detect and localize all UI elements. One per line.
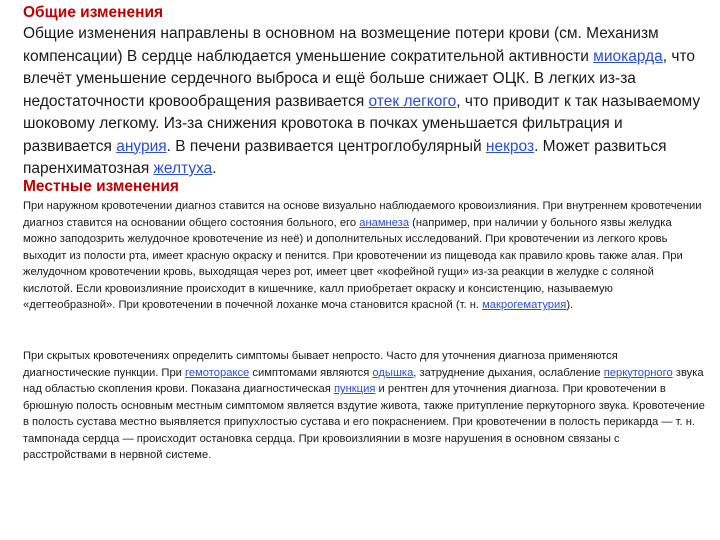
text-segment: симптомами являются [249, 366, 373, 379]
text-segment: , что влечёт уменьшение сердечного выброса и ещё больше снижает ОЦК. В легких из-за недостаточности кровообращения развивается [23, 47, 695, 110]
heading-general-changes: Общие изменения [23, 4, 164, 21]
link-percussion[interactable]: перкуторного [603, 366, 673, 379]
text-segment: При скрытых кровотечениях определить симптомы бывает непросто. Часто для уточнения диагноза применяются диагностические пункции. При [23, 350, 618, 379]
link-myocardium[interactable]: миокарда [593, 47, 663, 65]
hidden-bleeding-paragraph [23, 348, 705, 464]
text-segment: , что приводит к так называемому шоковому легкому. Из-за снижения кровотока в почках уменьшается фильтрация и развивается [23, 92, 701, 155]
link-puncture[interactable]: пункция [333, 383, 376, 395]
link-lung-edema[interactable]: отек легкого [368, 92, 457, 110]
text-segment: , затруднение дыхания, ослабление [413, 366, 604, 379]
link-anamnesis[interactable]: анамнеза [359, 216, 410, 229]
text-segment: . [212, 160, 217, 177]
text-segment: При наружном кровотечении диагноз ставится на основе визуально наблюдаемого кровоизлияния. При внутреннем кровотечении диагноз ставится на основании общего состояния больного, его [23, 200, 702, 229]
text-segment: и рентген для уточнения диагноза. При кровотечении в брюшную полость основным местным симптомом является вздутие живота, также притупление перкуторного звука. Кровотечение в полость сустава местно выявляется припухлостью сустава и его покраснением. При кровотечении в полость перикарда — т. н. тампонада сердца — происходит остановка сердца. При кровоизлиянии в мозге нарушения в основном связаны с расстройствами в нервной системе. [23, 383, 705, 461]
link-hemothorax[interactable]: гемотораксе [185, 366, 250, 379]
text-segment: звука над областью скопления крови. Показана диагностическая [23, 366, 704, 395]
link-macrohematuria[interactable]: макрогематурия [482, 299, 567, 311]
link-jaundice[interactable]: желтуха [153, 160, 213, 177]
link-necrosis[interactable]: некроз [485, 137, 535, 155]
text-segment: . Может развиться паренхиматозная [23, 137, 667, 177]
text-segment: ). [566, 299, 574, 311]
local-changes-paragraph [23, 198, 705, 314]
text-segment: (например, при наличии у больного язвы желудка можно заподозрить желудочное кровотечение из неё) и дополнительных исследований. При кровотечении из легкого кровь выходит из полости рта, имеет красную окраску и пенится. При кровотечении из пищевода как правило кровь также алая. При желудочном кровотечении кровь, выходящая через рот, имеет цвет «кофейной гущи» из-за реакции в желудке с соляной кислотой. Если кровоизлияние происходит в кишечнике, калл приобретает окраску и консистенцию, называемую «дегтеобразной». При кровотечении в почечной лоханке моча становится красной (т. н. [23, 216, 683, 311]
heading-local-changes: Местные изменения [23, 178, 179, 195]
text-segment: Общие изменения направлены в основном на возмещение потери крови (см. Механизм компенсации) В сердце наблюдается уменьшение сократительной активности [23, 25, 659, 65]
text-segment: . В печени развивается центроглобулярный [166, 137, 486, 155]
link-anuria[interactable]: анурия [116, 137, 167, 155]
general-changes-paragraph [23, 23, 705, 181]
link-dyspnea[interactable]: одышка [372, 366, 414, 379]
